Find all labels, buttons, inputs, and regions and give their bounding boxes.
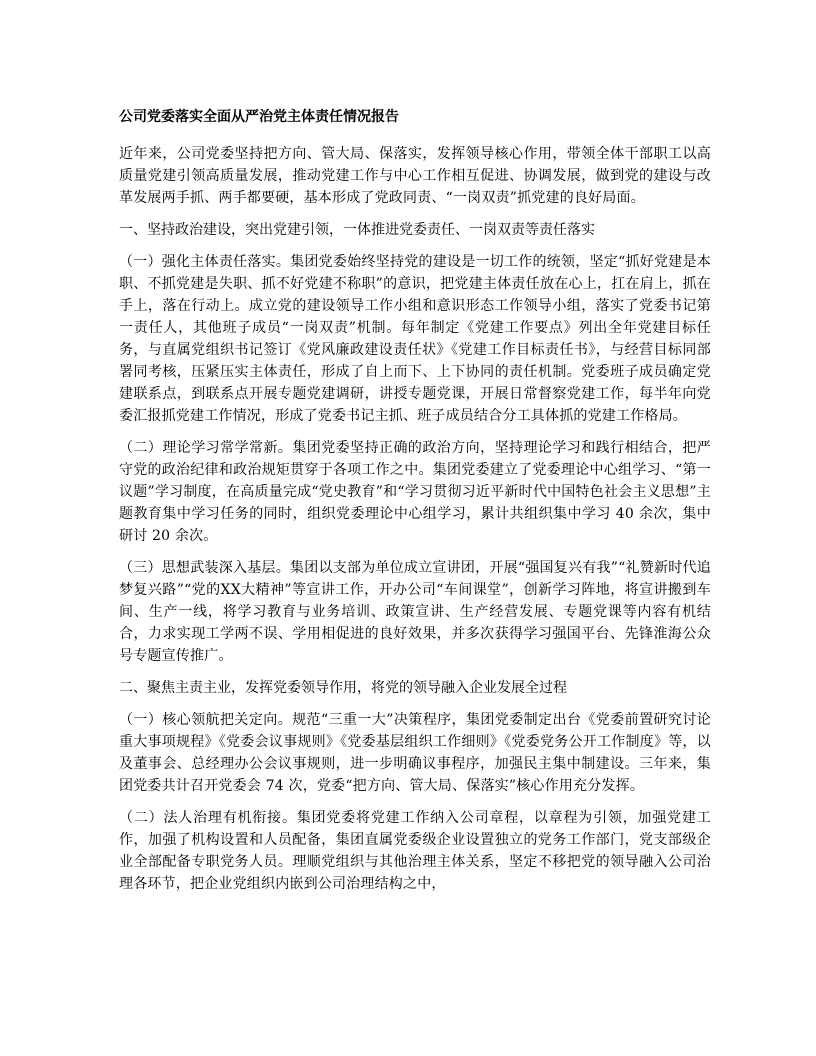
section-2-paragraph-2: （二）法人治理有机衔接。集团党委将党建工作纳入公司章程，以章程为引领，加强党建工作，加强了机构设置和人员配备，集团直属党委级企业设置独立的党务工作部门，党支部级企业全部配备专职党务人员。理顺党组织与其他治理主体关系，坚定不移把党的领导融入公司治理各环节，把企业党组织内嵌到公司治理结构之中， <box>119 810 711 892</box>
section-1-paragraph-3: （三）思想武装深入基层。集团以支部为单位成立宣讲团，开展“强国复兴有我”“礼赞新时代追梦复兴路”“党的XX大精神”等宣讲工作，开办公司“车间课堂”，创新学习阵地，将宣讲搬到车间、生产一线，将学习教育与业务培训、政策宣讲、生产经营发展、专题党课等内容有机结合，力求实现工学两不误、学用相促进的良好效果，并多次获得学习强国平台、先锋淮海公众号专题宣传推广。 <box>119 560 711 664</box>
section-1-paragraph-1: （一）强化主体责任落实。集团党委始终坚持党的建设是一切工作的统领，坚定“抓好党建是本职、不抓党建是失职、抓不好党建不称职”的意识，把党建主体责任放在心上，扛在肩上，抓在手上，落在行动上。成立党的建设领导工作小组和意识形态工作领导小组，落实了党委书记第一责任人，其他班子成员“一岗双责”机制。每年制定《党建工作要点》列出全年党建目标任务，与直属党组织书记签订《党风廉政建设责任状》《党建工作目标责任书》，与经营目标同部署同考核，压紧压实主体责任，形成了自上而下、上下协同的责任机制。党委班子成员确定党建联系点，到联系点开展专题党建调研，讲授专题党课，开展日常督察党建工作，每半年向党委汇报抓党建工作情况，形成了党委书记主抓、班子成员结合分工具体抓的党建工作格局。 <box>119 254 711 424</box>
section-2-heading: 二、聚焦主责主业，发挥党委领导作用，将党的领导融入企业发展全过程 <box>119 680 567 696</box>
document-page <box>119 107 711 905</box>
document-title: 公司党委落实全面从严治党主体责任情况报告 <box>119 109 399 125</box>
section-1-heading: 一、坚持政治建设，突出党建引领，一体推进党委责任、一岗双责等责任落实 <box>119 222 595 238</box>
intro-paragraph: 近年来，公司党委坚持把方向、管大局、保落实，发挥领导核心作用，带领全体干部职工以高质量党建引领高质量发展，推动党建工作与中心工作相互促进、协调发展，做到党的建设与改革发展两手抓、两手都要硬，基本形成了党政同责、“一岗双责”抓党建的良好局面。 <box>119 146 711 206</box>
section-2-paragraph-1: （一）核心领航把关定向。规范“三重一大”决策程序，集团党委制定出台《党委前置研究讨论重大事项规程》《党委会议事规则》《党委基层组织工作细则》《党委党务公开工作制度》等，以及董事会、总经理办公会议事规则，进一步明确议事程序，加强民主集中制建设。三年来，集团党委共计召开党委会 74 次，党委“把方向、管大局、保落实”核心作用充分发挥。 <box>119 712 711 794</box>
section-1-paragraph-2: （二）理论学习常学常新。集团党委坚持正确的政治方向，坚持理论学习和践行相结合，把严守党的政治纪律和政治规矩贯穿于各项工作之中。集团党委建立了党委理论中心组学习、“第一议题”学习制度，在高质量完成“党史教育”和“学习贯彻习近平新时代中国特色社会主义思想”主题教育集中学习任务的同时，组织党委理论中心组学习，累计共组织集中学习 40 余次，集中研讨 20 余次。 <box>119 440 711 544</box>
